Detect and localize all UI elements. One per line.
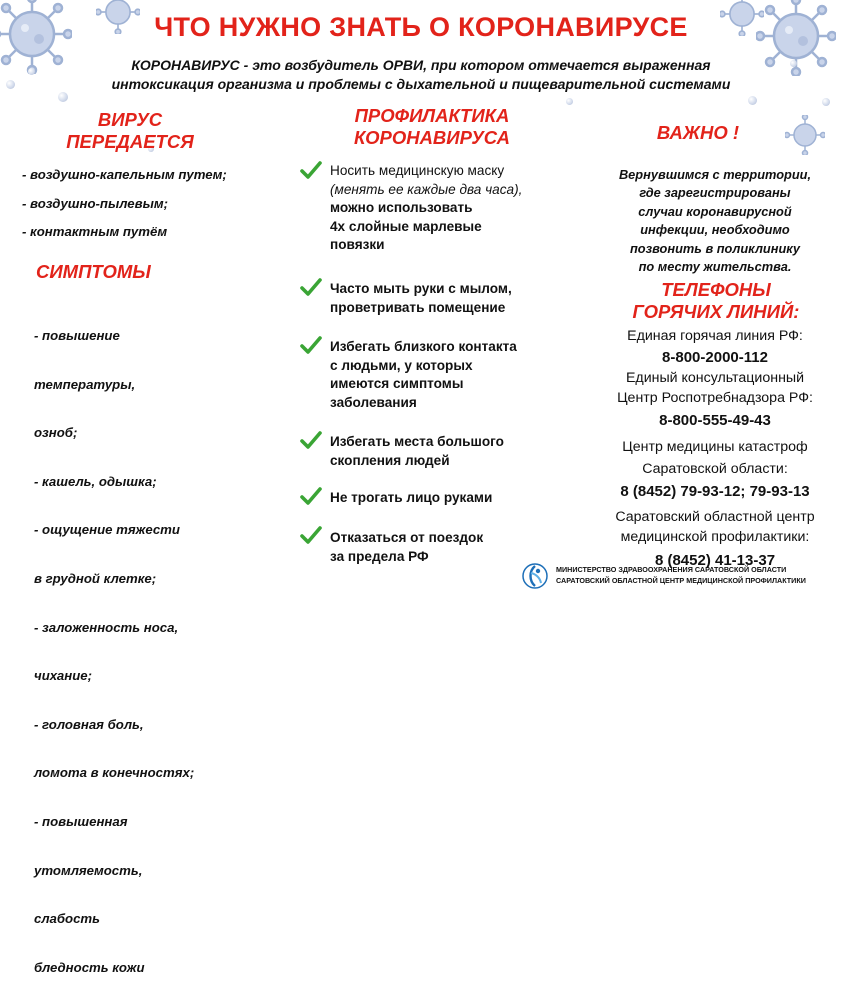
transmission-heading <box>20 109 240 153</box>
text-line: имеются симптомы <box>330 376 464 392</box>
hotline-label: Единый консультационный <box>625 370 805 386</box>
text-line: Часто мыть руки с мылом, <box>330 281 512 296</box>
prevention-text <box>330 489 492 508</box>
check-icon <box>300 335 322 355</box>
heading-line: ВИРУС <box>97 109 163 130</box>
text-line: инфекции, необходимо <box>640 222 790 238</box>
list-item: - заложенность носа, <box>34 619 179 635</box>
heading-line: ПЕРЕДАЕТСЯ <box>66 131 194 152</box>
text-line: где зарегистрированы <box>639 185 791 201</box>
text-line: Избегать места большого <box>330 434 504 449</box>
prevention-text <box>330 529 483 566</box>
list-item: ломота в конечностях; <box>34 765 195 781</box>
text-line: проветривать помещение <box>330 299 506 315</box>
heading-line: ГОРЯЧИХ ЛИНИЙ: <box>632 301 800 322</box>
bubble-decoration <box>748 96 757 105</box>
hotline-label: Саратовский областной центр <box>615 509 815 525</box>
hotline-number: 8-800-555-49-43 <box>659 412 771 429</box>
list-item: - воздушно-капельным путем; <box>22 167 227 182</box>
page-title: ЧТО НУЖНО ЗНАТЬ О КОРОНАВИРУСЕ <box>154 12 688 42</box>
prevention-text <box>330 280 512 317</box>
footer-center: САРАТОВСКИЙ ОБЛАСТНОЙ ЦЕНТР МЕДИЦИНСКОЙ ПРОФИЛАКТИКИ <box>556 576 806 585</box>
heading-line: ТЕЛЕФОНЫ <box>661 279 771 300</box>
hotlines-list <box>590 326 840 571</box>
bubble-decoration <box>566 98 573 105</box>
intro-text <box>20 56 822 94</box>
prevention-heading <box>312 105 552 149</box>
list-item: - воздушно-пылевым; <box>22 196 168 211</box>
check-icon <box>300 430 322 450</box>
text-line: 4х слойные марлевые <box>330 218 482 234</box>
text-line: с людьми, у которых <box>330 357 473 373</box>
hotline-number: 8 (8452) 79-93-12; 79-93-13 <box>620 483 810 500</box>
prevention-text <box>330 162 522 255</box>
heading-line: ПРОФИЛАКТИКА <box>354 105 510 126</box>
list-item: озноб; <box>34 425 78 441</box>
hotline-number: 8-800-2000-112 <box>662 349 768 366</box>
symptoms-list <box>34 297 194 992</box>
text-line: позвонить в поликлинику <box>629 240 801 256</box>
text-line: за предела РФ <box>330 548 429 564</box>
text-line: повязки <box>330 237 385 253</box>
text-line: по месту жительства. <box>638 259 792 275</box>
list-item: чихание; <box>34 668 92 684</box>
list-item: слабость <box>34 911 100 927</box>
bubble-decoration <box>822 98 830 106</box>
check-icon <box>300 525 322 545</box>
list-item: - контактным путём <box>22 224 168 239</box>
intro-line: интоксикация организма и проблемы с дыхательной и пищеварительной системами <box>111 76 731 92</box>
bubble-decoration <box>6 80 15 89</box>
list-item: - головная боль, <box>34 716 144 732</box>
text-line: Избегать близкого контакта <box>330 339 517 354</box>
hotline-label: Саратовской области: <box>642 461 788 477</box>
text-line: можно использовать <box>330 200 473 216</box>
footer-ministry: МИНИСТЕРСТВО ЗДРАВООХРАНЕНИЯ САРАТОВСКОЙ ОБЛАСТИ <box>556 565 787 574</box>
check-icon <box>300 160 322 180</box>
hotline-number: 8 (8452) 41-13-37 <box>654 552 776 569</box>
list-item: температуры, <box>34 376 136 392</box>
list-item: в грудной клетке; <box>34 570 157 586</box>
hotline-label: Центр медицины катастроф <box>622 439 808 455</box>
check-icon <box>300 486 322 506</box>
check-icon <box>300 277 322 297</box>
text-line: заболевания <box>330 394 417 410</box>
list-item: - ощущение тяжести <box>34 522 180 538</box>
list-item: утомляемость, <box>34 862 143 878</box>
hotline-label: Единая горячая линия РФ: <box>627 328 803 344</box>
intro-line: КОРОНАВИРУС - это возбудитель ОРВИ, при котором отмечается выраженная <box>131 57 711 73</box>
prevention-text <box>330 338 517 412</box>
symptoms-heading: СИМПТОМЫ <box>36 261 151 282</box>
list-item: - повышенная <box>34 813 128 829</box>
ministry-logo-icon <box>522 563 548 589</box>
important-heading: ВАЖНО ! <box>656 122 740 143</box>
text-line: случаи коронавирусной <box>638 203 792 219</box>
hotline-label: медицинской профилактики: <box>620 529 810 545</box>
list-item: - повышение <box>34 328 120 343</box>
text-line: Не трогать лицо руками <box>330 490 493 505</box>
hotlines-heading <box>596 279 836 323</box>
text-line: Отказаться от поездок <box>330 530 484 545</box>
text-line: Вернувшимся с территории, <box>618 167 812 182</box>
important-text <box>596 166 834 276</box>
list-item: - кашель, одышка; <box>34 473 157 489</box>
heading-line: КОРОНАВИРУСА <box>353 127 511 148</box>
text-line: скопления людей <box>330 452 450 468</box>
text-line: Носить медицинскую маску <box>330 163 505 178</box>
prevention-text <box>330 433 504 470</box>
text-line: (менять ее каждые два часа), <box>330 181 523 197</box>
list-item: бледность кожи <box>34 959 145 975</box>
hotline-label: Центр Роспотребнадзора РФ: <box>617 390 813 406</box>
